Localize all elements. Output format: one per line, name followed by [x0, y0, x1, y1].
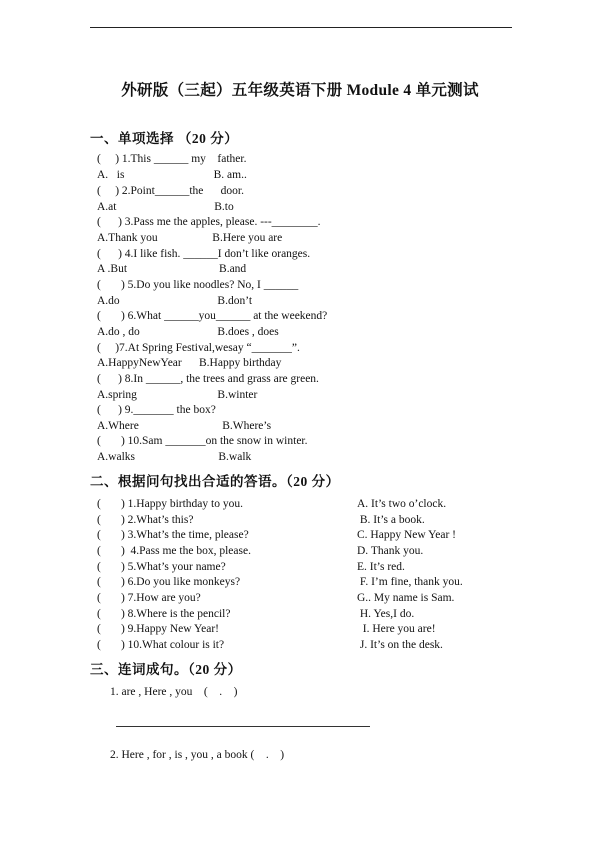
options-line: A .But B.and [97, 263, 247, 275]
question-line: ( ) 6.What ______you______ at the weekend? [97, 310, 328, 322]
match-question: ( ) 4.Pass me the box, please. [97, 545, 251, 557]
match-answer: F. I’m fine, thank you. [357, 576, 463, 588]
match-answer: B. It’s a book. [357, 514, 425, 526]
options-line: A.Thank you B.Here you are [97, 232, 283, 244]
question-line: ( ) 8.In ______, the trees and grass are green. [97, 373, 319, 385]
match-question: ( ) 8.Where is the pencil? [97, 608, 231, 620]
options-line: A.walks B.walk [97, 451, 252, 463]
match-answer: J. It’s on the desk. [357, 639, 443, 651]
sentence-item: 1. are , Here , you ( . ) [110, 686, 238, 698]
question-line: ( ) 9._______ the box? [97, 404, 216, 416]
question-line: ( )7.At Spring Festival,wesay “_______”. [97, 342, 300, 354]
options-line: A.do B.don’t [97, 295, 253, 307]
options-line: A.spring B.winter [97, 389, 258, 401]
question-line: ( ) 10.Sam _______on the snow in winter. [97, 435, 308, 447]
options-line: A.do , do B.does , does [97, 326, 279, 338]
match-question: ( ) 3.What’s the time, please? [97, 529, 249, 541]
question-line: ( ) 2.Point______the door. [97, 185, 244, 197]
match-answer: C. Happy New Year ! [357, 529, 457, 541]
match-question: ( ) 2.What’s this? [97, 514, 194, 526]
match-answer: A. It’s two o’clock. [357, 498, 447, 510]
top-rule [90, 27, 512, 28]
match-question: ( ) 9.Happy New Year! [97, 623, 220, 635]
options-line: A.HappyNewYear B.Happy birthday [97, 357, 282, 369]
section-3-heading: 三、连词成句。（20 分） [90, 662, 242, 677]
match-answer: G.. My name is Sam. [357, 592, 455, 604]
section-1-heading: 一、单项选择 （20 分） [90, 131, 239, 146]
match-question: ( ) 6.Do you like monkeys? [97, 576, 241, 588]
match-question: ( ) 7.How are you? [97, 592, 201, 604]
question-line: ( ) 5.Do you like noodles? No, I ______ [97, 279, 299, 291]
match-answer: H. Yes,I do. [357, 608, 415, 620]
sentence-item: 2. Here , for , is , you , a book ( . ) [110, 749, 285, 761]
match-answer: I. Here you are! [357, 623, 436, 635]
match-question: ( ) 10.What colour is it? [97, 639, 225, 651]
match-question: ( ) 5.What’s your name? [97, 561, 226, 573]
section-2-heading: 二、根据问句找出合适的答语。（20 分） [90, 474, 340, 489]
options-line: A. is B. am.. [97, 169, 247, 181]
match-answer: E. It’s red. [357, 561, 405, 573]
question-line: ( ) 1.This ______ my father. [97, 153, 247, 165]
match-answer: D. Thank you. [357, 545, 424, 557]
page-title: 外研版（三起）五年级英语下册 Module 4 单元测试 [121, 82, 479, 99]
answer-line [116, 726, 370, 727]
question-line: ( ) 3.Pass me the apples, please. ---________. [97, 216, 321, 228]
options-line: A.Where B.Where’s [97, 420, 272, 432]
match-question: ( ) 1.Happy birthday to you. [97, 498, 243, 510]
question-line: ( ) 4.I like fish. ______I don’t like oranges. [97, 248, 311, 260]
options-line: A.at B.to [97, 201, 234, 213]
